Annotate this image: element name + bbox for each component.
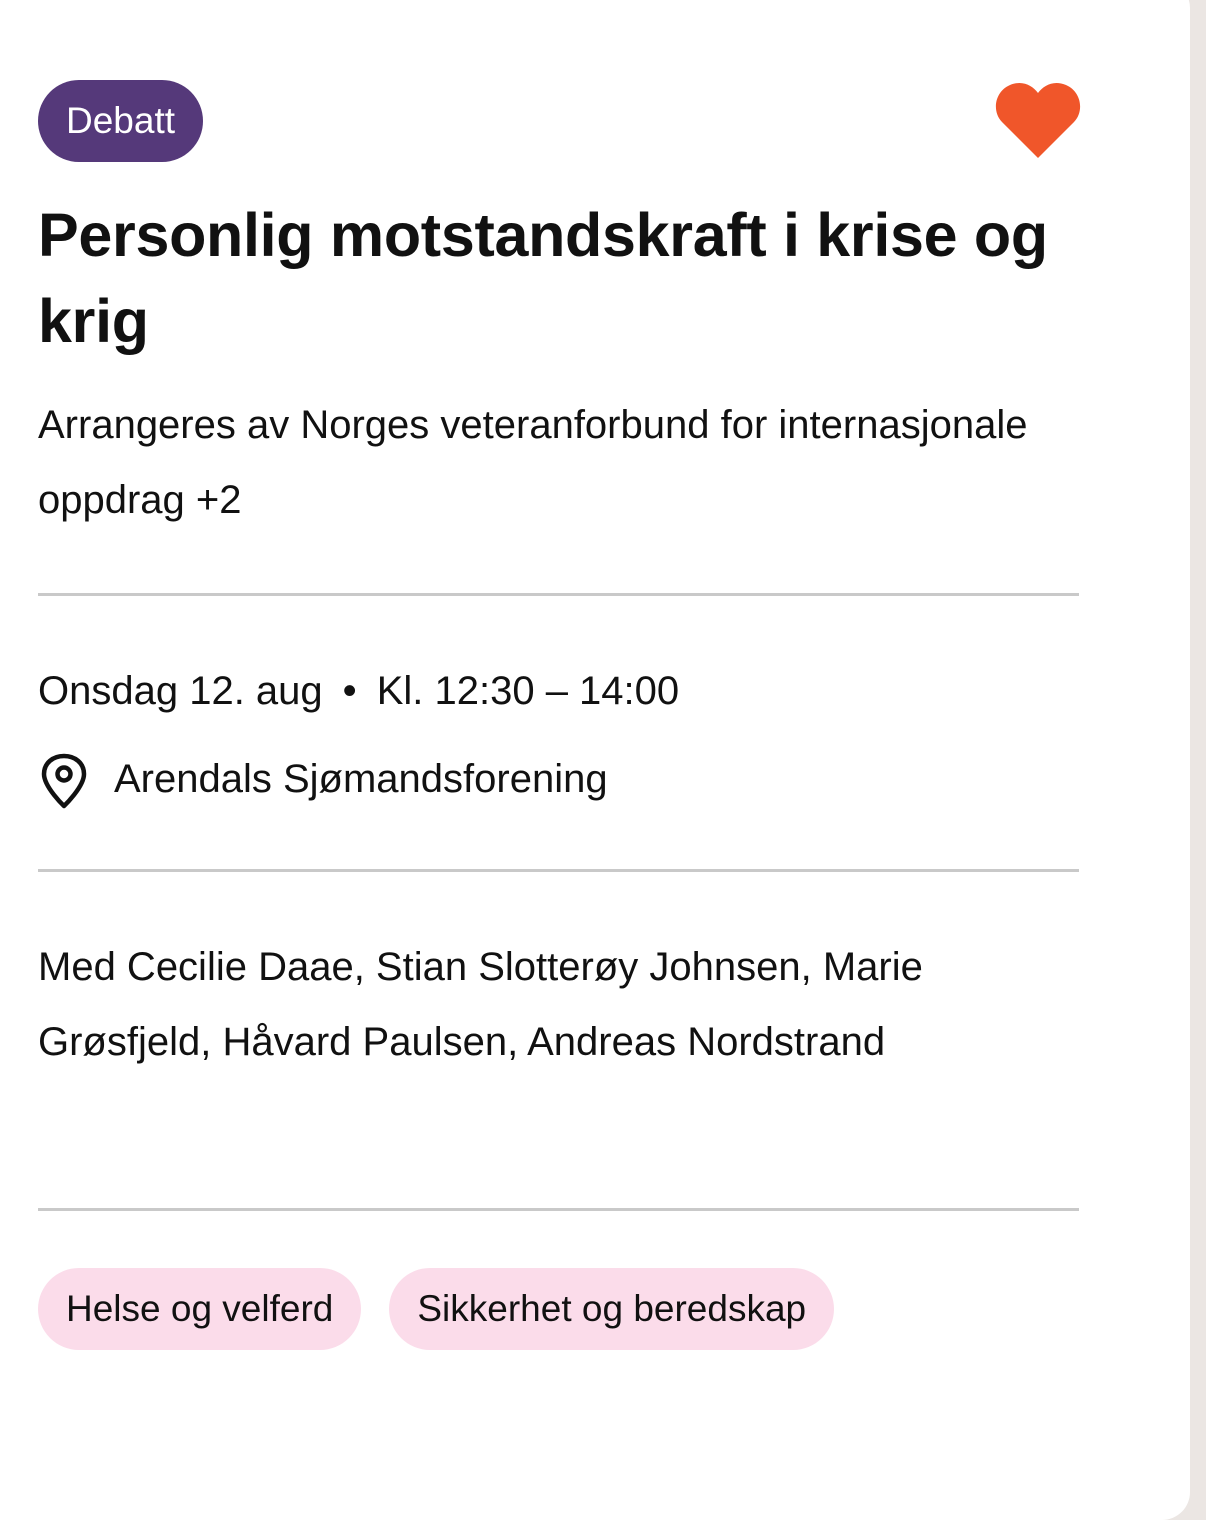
organizer-text: Arrangeres av Norges veteranforbund for internasjonale oppdrag +2 <box>38 403 1028 522</box>
separator-dot: • <box>342 669 357 713</box>
divider <box>38 869 1079 872</box>
location-label: Arendals Sjømandsforening <box>114 757 608 801</box>
divider <box>38 1208 1079 1211</box>
map-pin-icon <box>38 753 90 809</box>
event-schedule <box>38 656 679 726</box>
participants-text: Med Cecilie Daae, Stian Slotterøy Johnsen, Marie Grøsfjeld, Håvard Paulsen, Andreas Nordstrand <box>38 945 923 1064</box>
tag-list <box>38 1268 834 1350</box>
tag-helse-og-velferd[interactable]: Helse og velferd <box>38 1268 361 1350</box>
category-badge: Debatt <box>38 80 203 162</box>
event-date: Onsdag 12. aug <box>38 669 323 713</box>
tag-sikkerhet-og-beredskap[interactable]: Sikkerhet og beredskap <box>389 1268 834 1350</box>
favorite-button[interactable] <box>994 78 1082 162</box>
divider <box>38 593 1079 596</box>
event-title[interactable]: Personlig motstandskraft i krise og krig <box>38 201 1048 355</box>
heart-icon <box>994 78 1082 162</box>
event-time: Kl. 12:30 – 14:00 <box>376 669 680 713</box>
